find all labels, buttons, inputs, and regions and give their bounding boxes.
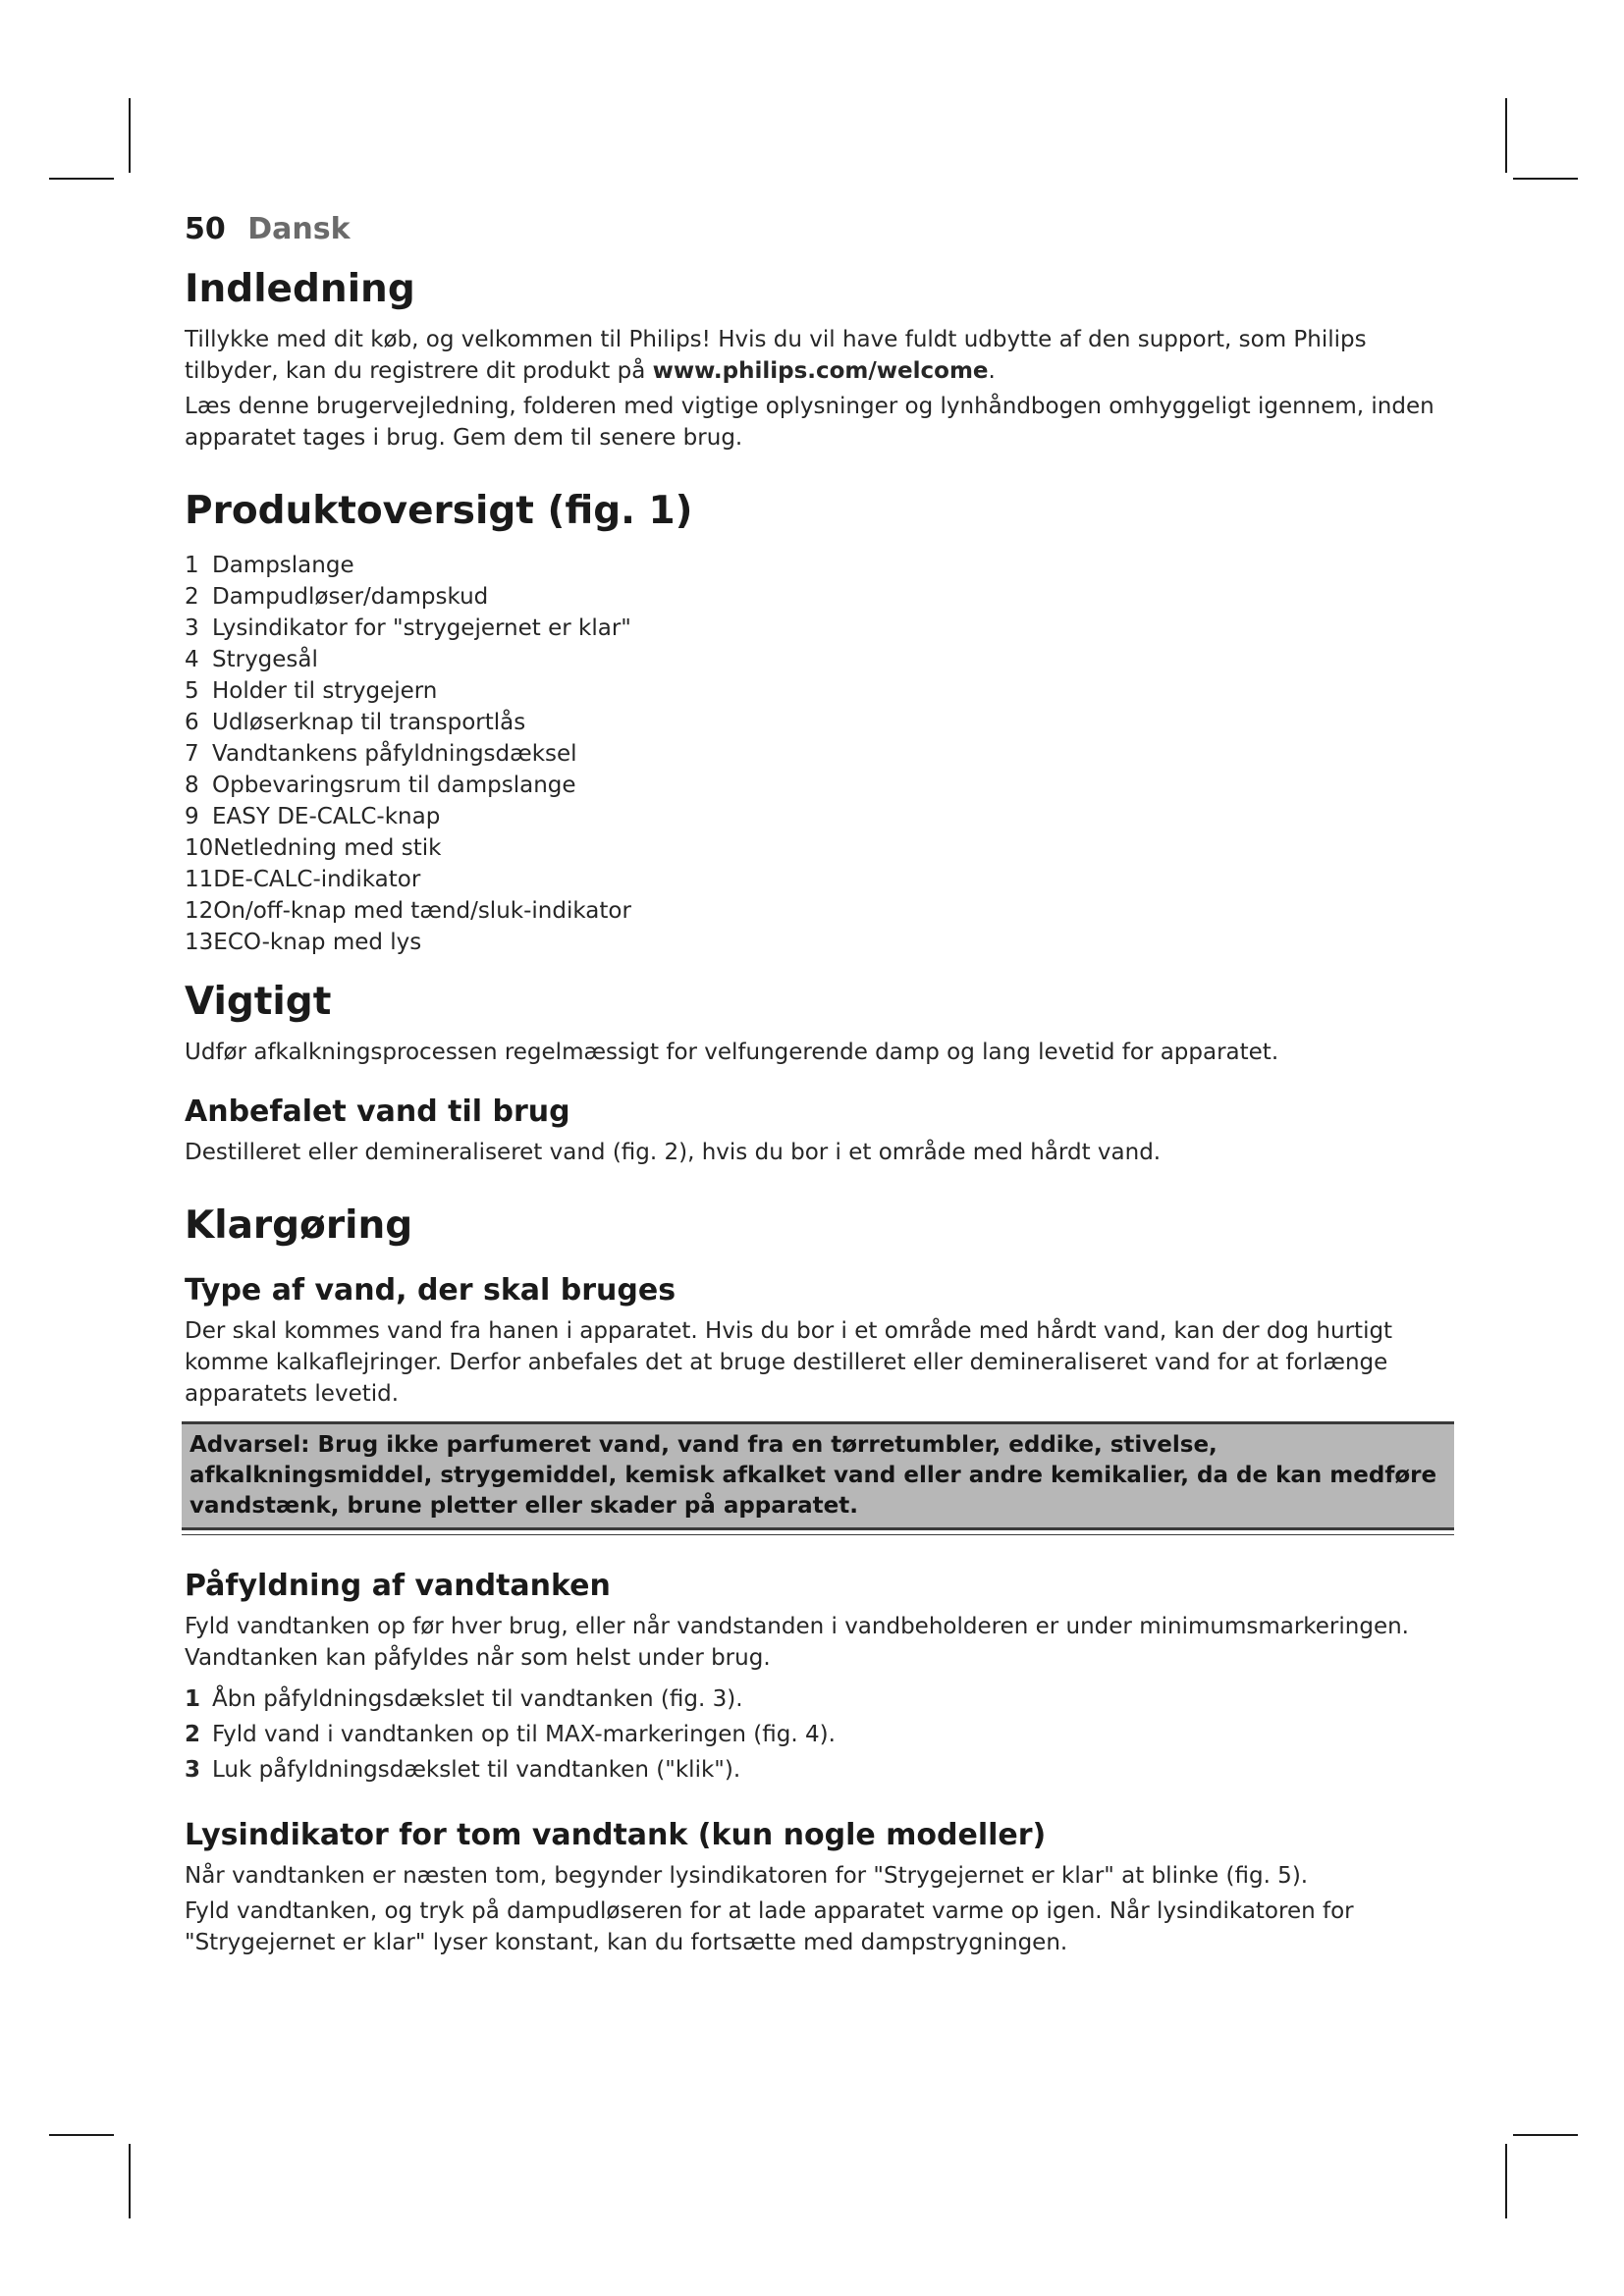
overview-item-label: On/off-knap med tænd/sluk-indikator [213, 898, 631, 924]
overview-item-label: Dampslange [212, 553, 354, 578]
overview-item-number: 2 [185, 584, 199, 610]
empty-indicator-text-1: Når vandtanken er næsten tom, begynder lysindikatoren for "Strygejernet er klar" at blinke (fig. 5). [185, 1863, 1309, 1889]
overview-item-number: 8 [185, 773, 199, 798]
overview-item-label: Dampudløser/dampskud [212, 584, 489, 610]
crop-mark-top-right-vertical [1505, 98, 1507, 173]
overview-item [185, 832, 1451, 864]
page-header [185, 210, 1451, 249]
fill-step-number: 3 [185, 1757, 201, 1783]
overview-item [185, 675, 1451, 707]
overview-item [185, 707, 1451, 738]
intro-paragraph-1 [185, 324, 1451, 387]
crop-mark-bottom-left-horizontal [49, 2134, 114, 2136]
fill-step [185, 1682, 1451, 1717]
overview-item-label: Netledning med stik [213, 835, 442, 861]
overview-item-label: Vandtankens påfyldningsdæksel [212, 741, 577, 767]
intro-paragraph-2: Læs denne brugervejledning, folderen med vigtige oplysninger og lynhåndbogen omhyggeligt igennem, inden apparatet tages i brug. Gem dem til senere brug. [185, 394, 1435, 451]
overview-item [185, 581, 1451, 613]
overview-item [185, 644, 1451, 675]
fill-steps-list [185, 1682, 1451, 1788]
intro-heading: Indledning [185, 267, 415, 311]
empty-indicator-text-2: Fyld vandtanken, og tryk på dampudløseren for at lade apparatet varme op igen. Når lysindikatoren for "Strygejernet er klar" lyser konstant, kan du fortsætte med dampstrygningen. [185, 1898, 1354, 1955]
overview-item [185, 927, 1451, 958]
overview-item-number: 9 [185, 804, 199, 829]
overview-list [185, 550, 1451, 958]
overview-item-number: 4 [185, 647, 199, 672]
crop-mark-bottom-left-vertical [129, 2144, 131, 2218]
overview-item [185, 864, 1451, 895]
overview-item-number: 6 [185, 710, 199, 735]
fill-tank-heading: Påfyldning af vandtanken [185, 1569, 611, 1603]
water-type-heading: Type af vand, der skal bruges [185, 1273, 677, 1308]
fill-step-number: 1 [185, 1686, 201, 1712]
important-text: Udfør afkalkningsprocessen regelmæssigt for velfungerende damp og lang levetid for apparatet. [185, 1040, 1279, 1065]
overview-item-number: 7 [185, 741, 199, 767]
overview-item-label: Lysindikator for "strygejernet er klar" [212, 615, 631, 641]
overview-item-number: 5 [185, 678, 199, 704]
fill-step [185, 1752, 1451, 1788]
crop-mark-top-left-vertical [129, 98, 131, 173]
intro-paragraph-1-end: . [988, 358, 996, 384]
page-content [185, 210, 1451, 1958]
overview-item-number: 13 [185, 930, 214, 955]
fill-step-label: Luk påfyldningsdækslet til vandtanken ("klik"). [212, 1757, 741, 1783]
overview-item [185, 770, 1451, 801]
philips-welcome-link[interactable]: www.philips.com/welcome [652, 358, 989, 384]
overview-item-number: 11 [185, 867, 214, 892]
empty-indicator-heading: Lysindikator for tom vandtank (kun nogle modeller) [185, 1818, 1047, 1852]
overview-item-number: 3 [185, 615, 199, 641]
warning-box: Advarsel: Brug ikke parfumeret vand, vand fra en tørretumbler, eddike, stivelse, afkalkningsmiddel, strygemiddel, kemisk afkalket vand eller andre kemikalier, da de kan medføre vandstænk, brune pletter eller skader på apparatet. [182, 1421, 1454, 1530]
overview-item-label: EASY DE-CALC-knap [212, 804, 441, 829]
crop-mark-top-right-horizontal [1513, 178, 1578, 180]
overview-item [185, 738, 1451, 770]
overview-heading: Produktoversigt (fig. 1) [185, 489, 693, 533]
crop-mark-top-left-horizontal [49, 178, 114, 180]
recommended-water-heading: Anbefalet vand til brug [185, 1095, 570, 1129]
important-heading: Vigtigt [185, 980, 332, 1024]
crop-mark-bottom-right-horizontal [1513, 2134, 1578, 2136]
fill-step [185, 1717, 1451, 1752]
overview-item [185, 613, 1451, 644]
intro-paragraph-1-text: Tillykke med dit køb, og velkommen til Philips! Hvis du vil have fuldt udbytte af den support, som Philips tilbyder, kan du registrere dit produkt på [185, 327, 1367, 384]
overview-item-number: 10 [185, 835, 214, 861]
page-language: Dansk [247, 212, 351, 246]
overview-item-label: Holder til strygejern [212, 678, 438, 704]
overview-item-label: ECO-knap med lys [213, 930, 422, 955]
overview-item [185, 550, 1451, 581]
water-type-text: Der skal kommes vand fra hanen i apparatet. Hvis du bor i et område med hårdt vand, kan der dog hurtigt komme kalkaflejringer. Derfor anbefales det at bruge destilleret eller demineraliseret vand for at forlænge apparatets levetid. [185, 1318, 1393, 1407]
preparation-heading: Klargøring [185, 1203, 413, 1248]
overview-item-label: Opbevaringsrum til dampslange [212, 773, 576, 798]
overview-item [185, 895, 1451, 927]
fill-step-label: Fyld vand i vandtanken op til MAX-markeringen (fig. 4). [212, 1722, 836, 1747]
overview-item-label: DE-CALC-indikator [213, 867, 421, 892]
fill-tank-text: Fyld vandtanken op før hver brug, eller når vandstanden i vandbeholderen er under minimumsmarkeringen. Vandtanken kan påfyldes når som helst under brug. [185, 1614, 1409, 1671]
crop-mark-bottom-right-vertical [1505, 2144, 1507, 2218]
overview-item [185, 801, 1451, 832]
overview-item-label: Strygesål [212, 647, 318, 672]
overview-item-number: 1 [185, 553, 199, 578]
recommended-water-text: Destilleret eller demineraliseret vand (fig. 2), hvis du bor i et område med hårdt vand. [185, 1140, 1162, 1165]
fill-step-label: Åbn påfyldningsdækslet til vandtanken (fig. 3). [212, 1686, 743, 1712]
fill-step-number: 2 [185, 1722, 201, 1747]
overview-item-label: Udløserknap til transportlås [212, 710, 526, 735]
overview-item-number: 12 [185, 898, 214, 924]
page-number: 50 [185, 212, 226, 246]
